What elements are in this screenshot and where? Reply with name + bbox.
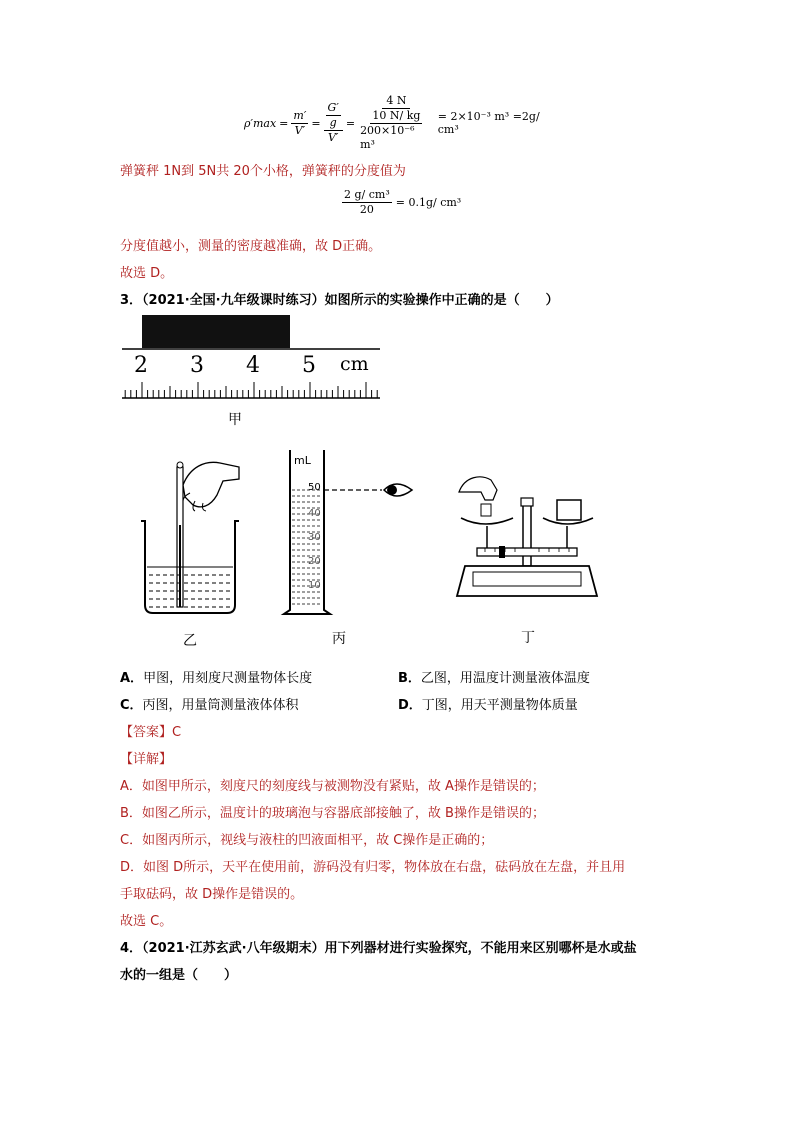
left-pan — [461, 518, 513, 524]
option-text: 丁图，用天平测量物体质量 — [421, 698, 578, 713]
pillar-cap — [521, 498, 533, 506]
detail-conclusion: 故选 C。 — [120, 914, 173, 929]
option-b — [398, 667, 590, 686]
liquid-dashes — [149, 575, 231, 607]
fraction-denominator: 200×10⁻⁶ m³ — [360, 124, 415, 151]
question-source: （2021·江苏玄武·八年级期末） — [142, 941, 325, 956]
weight — [481, 504, 491, 516]
figure-label-bing: 丙 — [332, 631, 346, 647]
question-3 — [120, 289, 559, 308]
question-number: 4． — [120, 941, 143, 956]
numerator-top: G′ — [327, 101, 339, 114]
fraction-numerator: m′ — [293, 108, 307, 122]
figure-label-ding: 丁 — [521, 630, 535, 646]
cylinder-figure — [280, 442, 420, 652]
fraction-g-v — [324, 101, 343, 145]
question-number: 3． — [120, 293, 143, 308]
division-formula — [342, 188, 461, 217]
cylinder-mark: 30 — [308, 532, 321, 543]
option-text: 乙图，用温度计测量液体温度 — [420, 671, 590, 686]
choose-d-line: 故选 D。 — [120, 266, 174, 281]
fraction-numerator: 2 g/ cm³ — [344, 188, 390, 201]
option-a — [120, 667, 312, 686]
hand-fingers — [183, 493, 206, 511]
detail-line: 手取砝码，故 D操作是错误的。 — [120, 887, 304, 902]
figure-label-yi: 乙 — [183, 633, 197, 649]
measured-object — [142, 315, 290, 348]
figure-label-jia: 甲 — [228, 412, 242, 428]
ruler-number: 3 — [190, 353, 204, 378]
answer-label: 【答案】 — [120, 725, 173, 740]
beam — [477, 548, 577, 556]
option-text: 丙图，用量筒测量液体体积 — [142, 698, 299, 713]
cylinder-mark: 40 — [308, 508, 321, 519]
eye-pupil — [387, 485, 397, 495]
option-letter: D． — [398, 698, 422, 713]
ruler-number: 2 — [134, 353, 148, 378]
ruler-figure — [118, 312, 383, 432]
option-letter: B． — [398, 671, 421, 686]
fraction-denominator: V′ — [327, 131, 339, 144]
fraction-denominator: 20 — [359, 203, 374, 216]
density-formula — [244, 96, 564, 150]
ruler-ticks — [125, 382, 377, 398]
option-d — [398, 694, 578, 713]
equals: = — [279, 116, 289, 130]
cylinder-unit: mL — [294, 454, 311, 467]
result: = 0.1g/ cm³ — [395, 196, 462, 209]
spring-line: 弹簧秤 1N到 5N共 20个小格，弹簧秤的分度值为 — [120, 164, 406, 179]
question-stem: 如图所示的实验操作中正确的是（ ） — [324, 293, 559, 308]
detail-label: 【详解】 — [120, 752, 173, 767]
fraction — [342, 188, 392, 217]
thermometer-top — [177, 462, 183, 468]
option-letter: A． — [120, 671, 144, 686]
option-text: 甲图，用刻度尺测量物体长度 — [143, 671, 313, 686]
numerator-bottom: g — [329, 116, 337, 129]
ruler-number: 4 — [246, 353, 260, 378]
ruler-number: 5 — [302, 353, 316, 378]
cylinder-mark: 20 — [308, 556, 321, 567]
numerator-top: 4 N — [382, 94, 410, 109]
balance-figure — [455, 470, 620, 655]
detail-line: B．如图乙所示，温度计的玻璃泡与容器底部接触了，故 B操作是错误的； — [120, 806, 545, 821]
answer — [120, 721, 181, 740]
equals: = — [311, 116, 321, 130]
detail-line: A．如图甲所示，刻度尺的刻度线与被测物没有紧贴，故 A操作是错误的； — [120, 779, 545, 794]
smaller-line: 分度值越小，测量的密度越准确，故 D正确。 — [120, 239, 382, 254]
fraction-values — [358, 94, 435, 152]
cylinder-mark: 10 — [308, 580, 321, 591]
hand — [459, 477, 497, 500]
answer-value: C — [172, 725, 182, 740]
object-cube — [557, 500, 581, 520]
base-plate — [473, 572, 581, 586]
numerator-bottom: 10 N/ kg — [372, 109, 421, 122]
hand — [183, 462, 239, 507]
question-4 — [120, 937, 637, 956]
rider — [499, 546, 505, 558]
option-c — [120, 694, 299, 713]
question-stem: 用下列器材进行实验探究，不能用来区别哪杯是水或盐 — [324, 941, 637, 956]
equals: = — [345, 116, 356, 130]
rho-max: ρ′max — [244, 116, 277, 130]
question-source: （2021·全国·九年级课时练习） — [142, 293, 325, 308]
fraction-numerator — [370, 94, 422, 124]
option-letter: C． — [120, 698, 143, 713]
ruler-unit: cm — [340, 353, 369, 375]
thermometer-figure — [135, 455, 250, 655]
detail-line: C．如图丙所示，视线与液柱的凹液面相平，故 C操作是正确的； — [120, 833, 494, 848]
fraction-m-v — [291, 109, 308, 138]
fraction-denominator: V′ — [294, 123, 306, 137]
question-4-line2: 水的一组是（ ） — [120, 968, 238, 983]
cylinder-mark: 50 — [308, 482, 321, 493]
detail-line: D．如图 D所示，天平在使用前，游码没有归零，物体放在右盘，砝码放在左盘，并且用 — [120, 860, 626, 875]
fraction-numerator — [324, 101, 343, 131]
result: = 2×10⁻³ m³ =2g/ cm³ — [437, 110, 540, 136]
